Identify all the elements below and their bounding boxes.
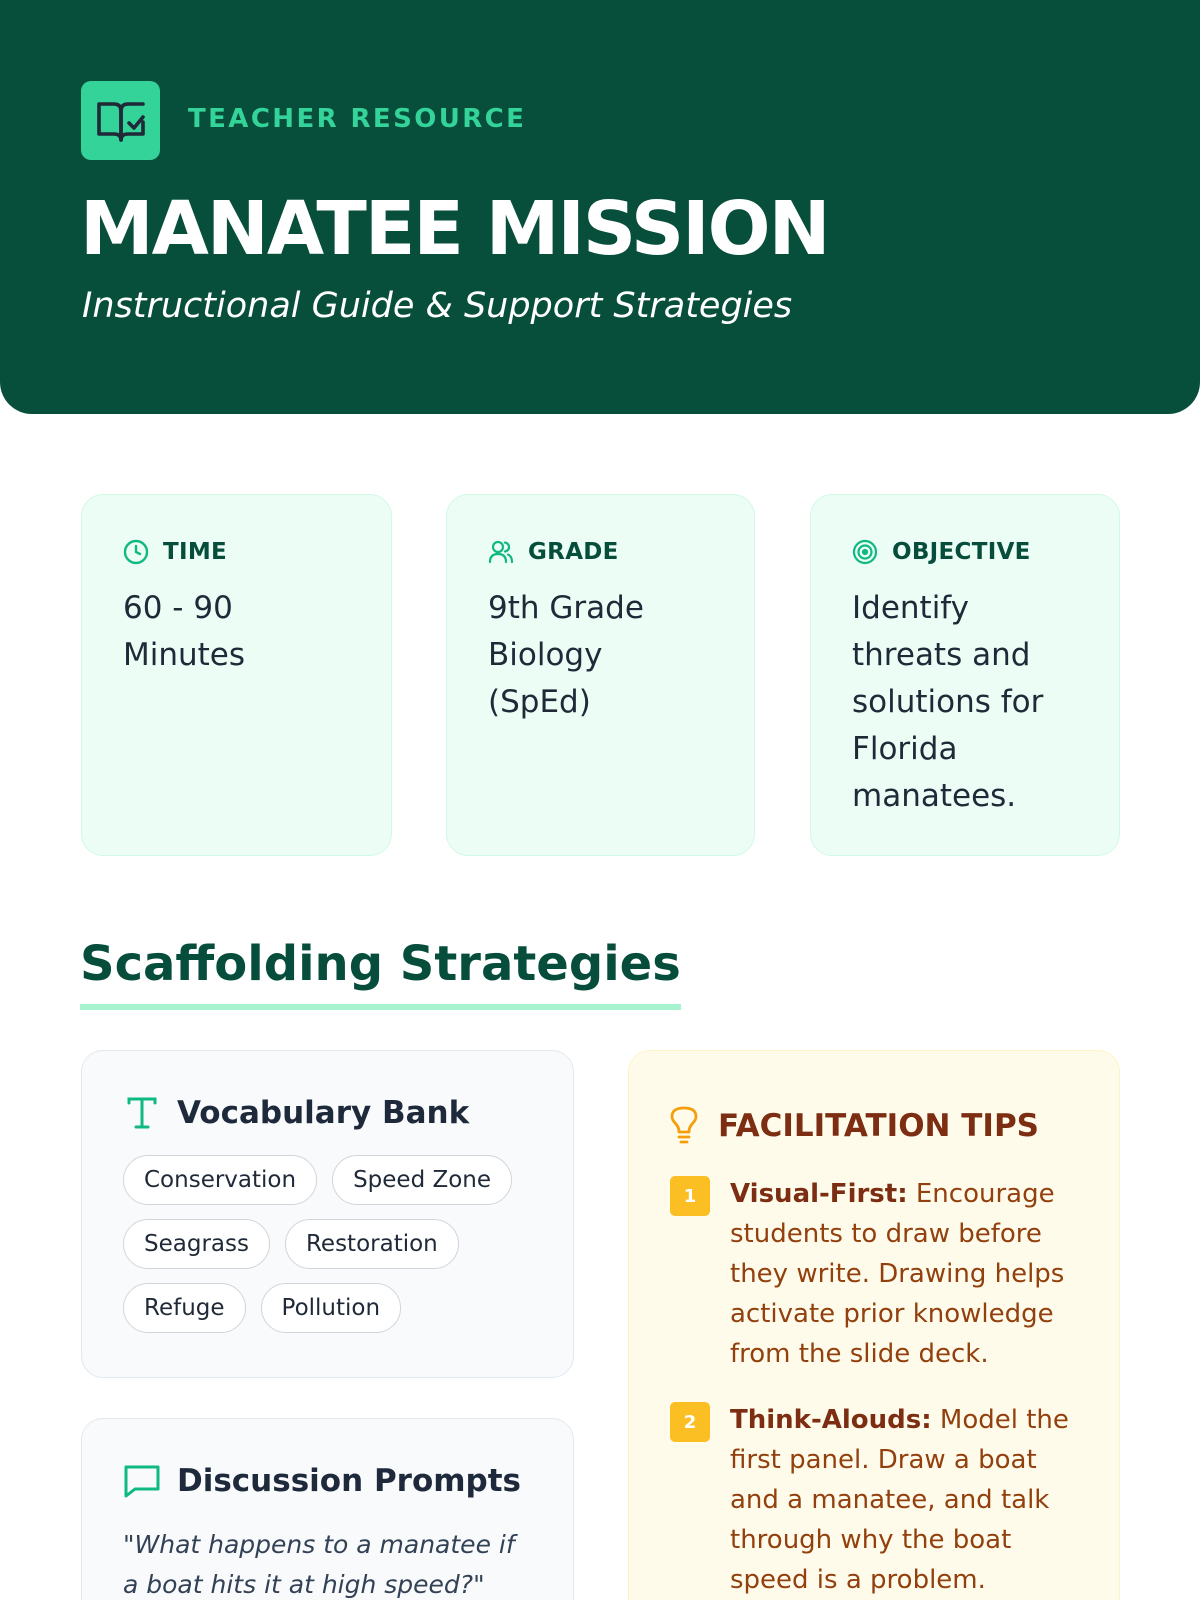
- clock-icon: [123, 539, 149, 565]
- vocab-tag: Seagrass: [123, 1219, 270, 1269]
- time-card: [81, 494, 392, 856]
- objective-value: Identify threats and solutions for Florida manatees.: [852, 590, 1044, 814]
- objective-card: [810, 494, 1120, 856]
- tip-label: Think-Alouds:: [730, 1405, 932, 1435]
- discussion-title: Discussion Prompts: [177, 1463, 522, 1499]
- discussion-prompt: "What happens to a manatee if a boat hits it at high speed?": [123, 1530, 515, 1599]
- open-book-check-icon: [81, 81, 160, 160]
- vocab-tag: Speed Zone: [332, 1155, 512, 1205]
- grade-card: [446, 494, 755, 856]
- tip-item: [670, 1174, 1078, 1374]
- tip-body: Encourage students to draw before they write. Drawing helps activate prior knowledge from the slide deck.: [730, 1179, 1065, 1369]
- text-type-icon: [123, 1094, 161, 1132]
- page-subtitle: Instructional Guide & Support Strategies: [82, 286, 793, 326]
- time-label: TIME: [163, 539, 228, 565]
- lightbulb-icon: [670, 1106, 704, 1146]
- tip-number-badge: 2: [670, 1402, 710, 1442]
- objective-label: OBJECTIVE: [892, 539, 1031, 565]
- discussion-panel: [81, 1418, 574, 1600]
- grade-label: GRADE: [528, 539, 619, 565]
- facilitation-tips-panel: [628, 1050, 1120, 1600]
- page-title: MANATEE MISSION: [80, 186, 829, 272]
- chat-bubble-icon: [123, 1462, 161, 1500]
- vocabulary-tags: [123, 1155, 543, 1333]
- section-title: Scaffolding Strategies: [80, 934, 681, 1010]
- users-icon: [488, 539, 514, 565]
- header-banner: [0, 0, 1200, 414]
- vocabulary-panel: [81, 1050, 574, 1378]
- tip-body: Model the first panel. Draw a boat and a manatee, and talk through why the boat speed is a problem.: [730, 1405, 1069, 1595]
- tip-number-badge: 1: [670, 1176, 710, 1216]
- vocab-tag: Refuge: [123, 1283, 246, 1333]
- tip-item: [670, 1400, 1078, 1600]
- vocab-tag: Restoration: [285, 1219, 459, 1269]
- tip-label: Visual-First:: [730, 1179, 908, 1209]
- tips-title: FACILITATION TIPS: [718, 1108, 1040, 1144]
- vocab-tag: Conservation: [123, 1155, 317, 1205]
- target-icon: [852, 539, 878, 565]
- vocabulary-title: Vocabulary Bank: [177, 1095, 470, 1131]
- tip-text: [730, 1400, 1078, 1600]
- tip-text: [730, 1174, 1078, 1374]
- time-value: 60 - 90 Minutes: [123, 590, 246, 673]
- grade-value: 9th Grade Biology (SpEd): [488, 590, 644, 720]
- vocab-tag: Pollution: [261, 1283, 402, 1333]
- resource-eyebrow: TEACHER RESOURCE: [188, 104, 527, 134]
